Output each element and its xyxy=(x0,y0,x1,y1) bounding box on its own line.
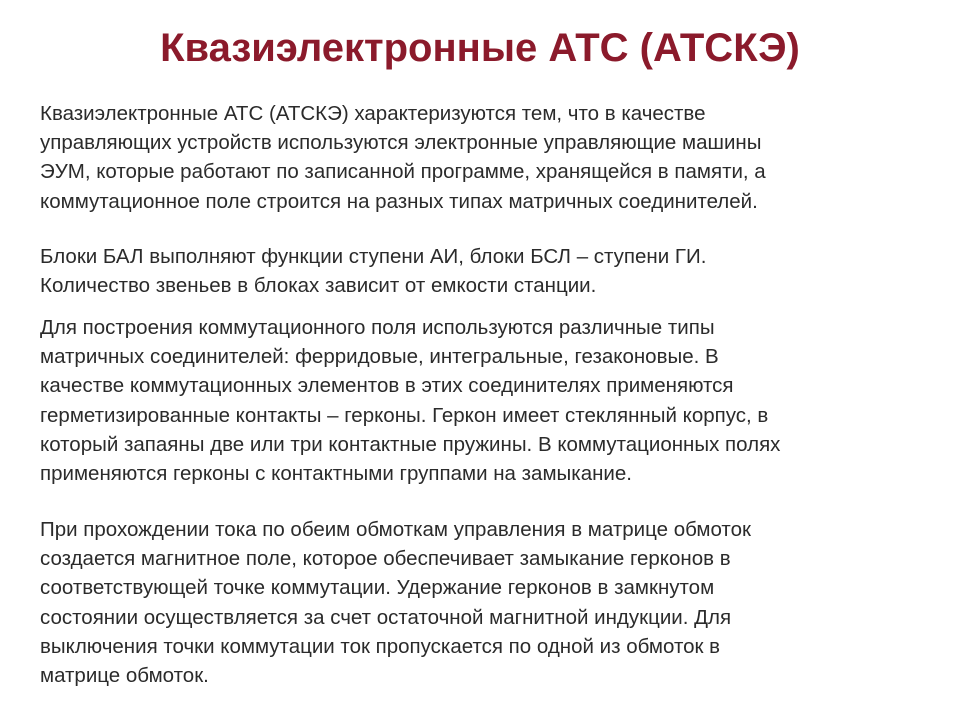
paragraph-magnetic-field xyxy=(40,515,920,690)
text-line: управляющих устройств используются электронные управляющие машины xyxy=(40,131,762,155)
paragraph-blocks-functions xyxy=(40,242,920,300)
text-line: Квазиэлектронные АТС (АТСКЭ) характеризуются тем, что в качестве xyxy=(40,102,706,125)
text-line: применяются герконы с контактными группами на замыкание. xyxy=(40,462,632,486)
paragraph-switching-field xyxy=(40,313,920,488)
text-line: состоянии осуществляется за счет остаточной магнитной индукции. Для xyxy=(40,605,732,629)
text-line: матричных соединителей: ферридовые, интегральные, гезаконовые. В xyxy=(40,345,719,369)
text-line: При прохождении тока по обеим обмоткам управления в матрице обмоток xyxy=(40,518,751,541)
text-line: коммутационное поле строится на разных типах матричных соединителей. xyxy=(40,189,758,213)
text-line: ЭУМ, которые работают по записанной программе, хранящейся в памяти, а xyxy=(40,160,766,184)
text-line: выключения точки коммутации ток пропускается по одной из обмоток в xyxy=(40,634,721,658)
text-line: который запаяны две или три контактные пружины. В коммутационных полях xyxy=(40,432,781,456)
text-line: Количество звеньев в блоках зависит от емкости станции. xyxy=(40,274,597,298)
text-line: герметизированные контакты – герконы. Геркон имеет стеклянный корпус, в xyxy=(40,403,769,427)
slide-title: Квазиэлектронные АТС (АТСКЭ) xyxy=(160,26,800,70)
text-line: соответствующей точке коммутации. Удержание герконов в замкнутом xyxy=(40,576,715,600)
text-line: Для построения коммутационного поля используются различные типы xyxy=(40,316,715,339)
text-line: матрице обмоток. xyxy=(40,664,209,688)
paragraph-quasi-electronic-definition xyxy=(40,99,920,216)
text-line: качестве коммутационных элементов в этих соединителях применяются xyxy=(40,374,734,398)
text-line: Блоки БАЛ выполняют функции ступени АИ, блоки БСЛ – ступени ГИ. xyxy=(40,245,707,268)
text-line: создается магнитное поле, которое обеспечивает замыкание герконов в xyxy=(40,547,731,571)
